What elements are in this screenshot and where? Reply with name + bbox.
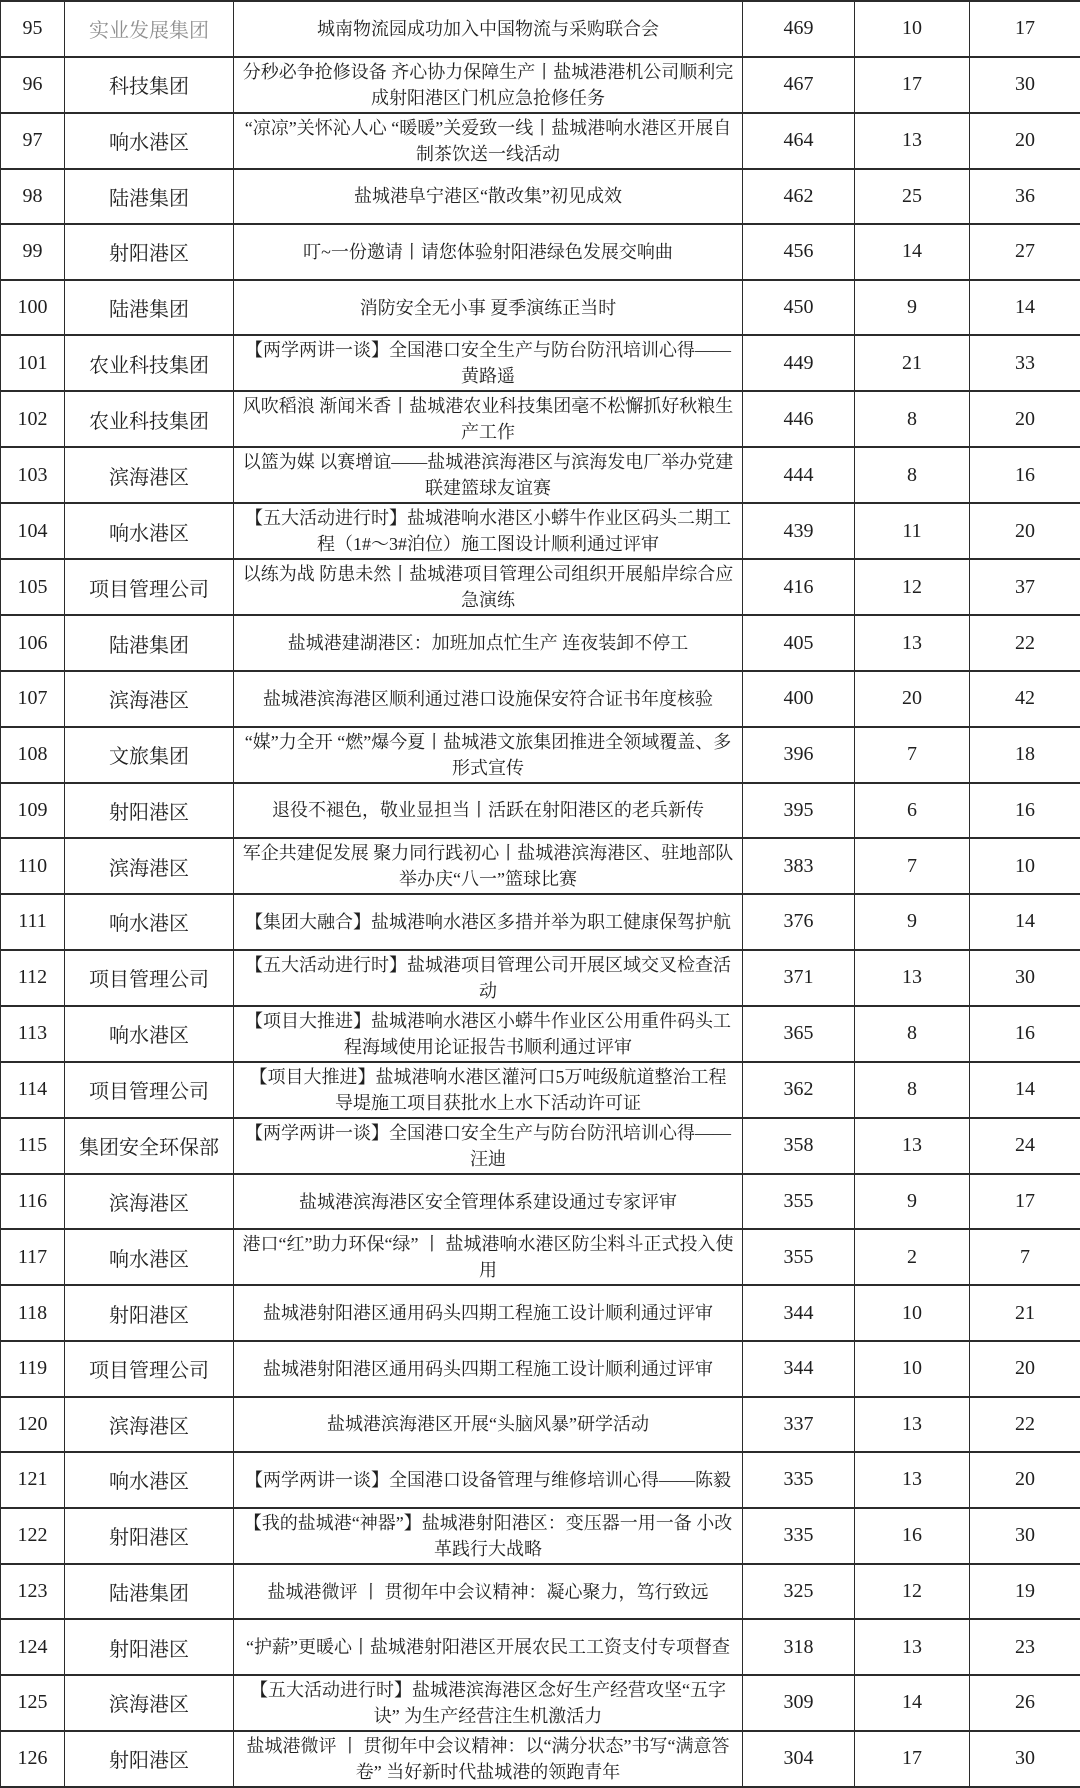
metric-value-1: 362 <box>743 1062 855 1118</box>
metric-value-1: 355 <box>743 1229 855 1285</box>
article-title: 军企共建促发展 聚力同行践初心丨盐城港滨海港区、驻地部队举办庆“八一”篮球比赛 <box>234 838 743 894</box>
org-name: 农业科技集团 <box>65 391 234 447</box>
org-name: 射阳港区 <box>65 783 234 839</box>
metric-value-1: 344 <box>743 1341 855 1397</box>
row-rank: 105 <box>1 559 65 615</box>
org-name: 滨海港区 <box>65 1675 234 1731</box>
metric-value-1: 344 <box>743 1285 855 1341</box>
metric-value-3: 14 <box>970 280 1080 336</box>
row-rank: 126 <box>1 1731 65 1787</box>
table-row <box>1 615 1080 671</box>
article-title: 盐城港阜宁港区“散改集”初见成效 <box>234 169 743 225</box>
org-name: 文旅集团 <box>65 727 234 783</box>
metric-value-2: 2 <box>855 1229 970 1285</box>
metric-value-2: 13 <box>855 1619 970 1675</box>
metric-value-3: 27 <box>970 224 1080 280</box>
metric-value-2: 20 <box>855 671 970 727</box>
table-row <box>1 1508 1080 1564</box>
org-name: 滨海港区 <box>65 1174 234 1230</box>
article-title: 分秒必争抢修设备 齐心协力保障生产丨盐城港港机公司顺利完成射阳港区门机应急抢修任务 <box>234 57 743 113</box>
row-rank: 120 <box>1 1397 65 1453</box>
metric-value-2: 13 <box>855 113 970 169</box>
metric-value-2: 9 <box>855 894 970 950</box>
row-rank: 96 <box>1 57 65 113</box>
article-title: 以练为战 防患未然丨盐城港项目管理公司组织开展船岸综合应急演练 <box>234 559 743 615</box>
row-rank: 100 <box>1 280 65 336</box>
metric-value-2: 7 <box>855 838 970 894</box>
metric-value-3: 20 <box>970 1341 1080 1397</box>
metric-value-2: 10 <box>855 1 970 57</box>
metric-value-2: 17 <box>855 1731 970 1787</box>
row-rank: 102 <box>1 391 65 447</box>
metric-value-3: 14 <box>970 1062 1080 1118</box>
metric-value-1: 469 <box>743 1 855 57</box>
article-title: 【项目大推进】盐城港响水港区小蟒牛作业区公用重件码头工程海域使用论证报告书顺利通过评审 <box>234 1006 743 1062</box>
org-name: 项目管理公司 <box>65 1341 234 1397</box>
metric-value-1: 309 <box>743 1675 855 1731</box>
metric-value-3: 20 <box>970 503 1080 559</box>
metric-value-1: 467 <box>743 57 855 113</box>
article-title: 【五大活动进行时】盐城港响水港区小蟒牛作业区码头二期工程（1#～3#泊位）施工图设计顺利通过评审 <box>234 503 743 559</box>
org-name: 响水港区 <box>65 1229 234 1285</box>
table-row <box>1 1452 1080 1508</box>
metric-value-1: 450 <box>743 280 855 336</box>
org-name: 陆港集团 <box>65 1564 234 1620</box>
ranking-table-body <box>1 1 1080 1787</box>
org-name: 响水港区 <box>65 503 234 559</box>
metric-value-3: 19 <box>970 1564 1080 1620</box>
metric-value-2: 13 <box>855 615 970 671</box>
metric-value-3: 21 <box>970 1285 1080 1341</box>
row-rank: 111 <box>1 894 65 950</box>
org-name: 项目管理公司 <box>65 1062 234 1118</box>
org-name: 滨海港区 <box>65 671 234 727</box>
metric-value-2: 6 <box>855 783 970 839</box>
table-row <box>1 280 1080 336</box>
article-title: 【两学两讲一谈】全国港口安全生产与防台防汛培训心得——汪迪 <box>234 1118 743 1174</box>
metric-value-3: 23 <box>970 1619 1080 1675</box>
metric-value-1: 376 <box>743 894 855 950</box>
table-row <box>1 1006 1080 1062</box>
metric-value-1: 335 <box>743 1452 855 1508</box>
table-row <box>1 1675 1080 1731</box>
metric-value-3: 17 <box>970 1174 1080 1230</box>
metric-value-3: 30 <box>970 950 1080 1006</box>
metric-value-1: 325 <box>743 1564 855 1620</box>
article-title: 盐城港射阳港区通用码头四期工程施工设计顺利通过评审 <box>234 1341 743 1397</box>
metric-value-2: 7 <box>855 727 970 783</box>
table-row <box>1 1285 1080 1341</box>
metric-value-2: 10 <box>855 1285 970 1341</box>
metric-value-2: 21 <box>855 335 970 391</box>
org-name: 实业发展集团 <box>65 1 234 57</box>
row-rank: 108 <box>1 727 65 783</box>
article-title: 【我的盐城港“神器”】盐城港射阳港区：变压器一用一备 小改革践行大战略 <box>234 1508 743 1564</box>
row-rank: 107 <box>1 671 65 727</box>
article-title: 【两学两讲一谈】全国港口设备管理与维修培训心得——陈毅 <box>234 1452 743 1508</box>
row-rank: 117 <box>1 1229 65 1285</box>
table-row <box>1 894 1080 950</box>
metric-value-1: 464 <box>743 113 855 169</box>
row-rank: 113 <box>1 1006 65 1062</box>
metric-value-1: 304 <box>743 1731 855 1787</box>
table-row <box>1 727 1080 783</box>
article-title: 【五大活动进行时】盐城港项目管理公司开展区域交叉检查活动 <box>234 950 743 1006</box>
metric-value-3: 22 <box>970 1397 1080 1453</box>
table-row <box>1 1397 1080 1453</box>
table-row <box>1 113 1080 169</box>
metric-value-1: 355 <box>743 1174 855 1230</box>
row-rank: 103 <box>1 447 65 503</box>
table-row <box>1 671 1080 727</box>
table-row <box>1 169 1080 225</box>
row-rank: 122 <box>1 1508 65 1564</box>
metric-value-3: 26 <box>970 1675 1080 1731</box>
metric-value-2: 25 <box>855 169 970 225</box>
org-name: 农业科技集团 <box>65 335 234 391</box>
metric-value-1: 365 <box>743 1006 855 1062</box>
metric-value-1: 439 <box>743 503 855 559</box>
table-row <box>1 1229 1080 1285</box>
metric-value-1: 335 <box>743 1508 855 1564</box>
metric-value-2: 8 <box>855 447 970 503</box>
table-row <box>1 1174 1080 1230</box>
metric-value-2: 9 <box>855 1174 970 1230</box>
row-rank: 114 <box>1 1062 65 1118</box>
metric-value-3: 16 <box>970 1006 1080 1062</box>
metric-value-3: 18 <box>970 727 1080 783</box>
metric-value-1: 446 <box>743 391 855 447</box>
org-name: 响水港区 <box>65 894 234 950</box>
row-rank: 125 <box>1 1675 65 1731</box>
article-title: 盐城港微评 丨 贯彻年中会议精神：以“满分状态”书写“满意答卷” 当好新时代盐城港的领跑青年 <box>234 1731 743 1787</box>
table-row <box>1 1118 1080 1174</box>
table-row <box>1 1062 1080 1118</box>
metric-value-1: 416 <box>743 559 855 615</box>
org-name: 集团安全环保部 <box>65 1118 234 1174</box>
row-rank: 116 <box>1 1174 65 1230</box>
article-title: 盐城港射阳港区通用码头四期工程施工设计顺利通过评审 <box>234 1285 743 1341</box>
metric-value-1: 358 <box>743 1118 855 1174</box>
article-title: 城南物流园成功加入中国物流与采购联合会 <box>234 1 743 57</box>
metric-value-2: 13 <box>855 1452 970 1508</box>
article-title: 以篮为媒 以赛增谊——盐城港滨海港区与滨海发电厂举办党建联建篮球友谊赛 <box>234 447 743 503</box>
org-name: 射阳港区 <box>65 1508 234 1564</box>
metric-value-3: 36 <box>970 169 1080 225</box>
article-title: 盐城港滨海港区顺利通过港口设施保安符合证书年度核验 <box>234 671 743 727</box>
metric-value-3: 22 <box>970 615 1080 671</box>
org-name: 射阳港区 <box>65 1731 234 1787</box>
metric-value-3: 30 <box>970 1508 1080 1564</box>
org-name: 射阳港区 <box>65 224 234 280</box>
metric-value-2: 10 <box>855 1341 970 1397</box>
metric-value-2: 16 <box>855 1508 970 1564</box>
article-title: 退役不褪色，敬业显担当丨活跃在射阳港区的老兵新传 <box>234 783 743 839</box>
row-rank: 118 <box>1 1285 65 1341</box>
metric-value-3: 37 <box>970 559 1080 615</box>
table-row <box>1 1564 1080 1620</box>
table-row <box>1 224 1080 280</box>
row-rank: 119 <box>1 1341 65 1397</box>
row-rank: 124 <box>1 1619 65 1675</box>
metric-value-1: 449 <box>743 335 855 391</box>
metric-value-3: 20 <box>970 113 1080 169</box>
metric-value-2: 14 <box>855 224 970 280</box>
metric-value-2: 11 <box>855 503 970 559</box>
table-row <box>1 447 1080 503</box>
row-rank: 104 <box>1 503 65 559</box>
article-title: 叮~一份邀请丨请您体验射阳港绿色发展交响曲 <box>234 224 743 280</box>
metric-value-1: 371 <box>743 950 855 1006</box>
row-rank: 98 <box>1 169 65 225</box>
table-row <box>1 559 1080 615</box>
metric-value-3: 30 <box>970 57 1080 113</box>
row-rank: 112 <box>1 950 65 1006</box>
org-name: 射阳港区 <box>65 1619 234 1675</box>
metric-value-1: 462 <box>743 169 855 225</box>
org-name: 滨海港区 <box>65 1397 234 1453</box>
article-title: 盐城港建湖港区：加班加点忙生产 连夜装卸不停工 <box>234 615 743 671</box>
metric-value-3: 20 <box>970 391 1080 447</box>
org-name: 响水港区 <box>65 113 234 169</box>
row-rank: 123 <box>1 1564 65 1620</box>
metric-value-1: 456 <box>743 224 855 280</box>
table-row <box>1 838 1080 894</box>
article-title: 【两学两讲一谈】全国港口安全生产与防台防汛培训心得——黄路遥 <box>234 335 743 391</box>
article-title: “凉凉”关怀沁人心 “暖暖”关爱致一线丨盐城港响水港区开展自制茶饮送一线活动 <box>234 113 743 169</box>
row-rank: 106 <box>1 615 65 671</box>
metric-value-1: 395 <box>743 783 855 839</box>
org-name: 陆港集团 <box>65 169 234 225</box>
org-name: 科技集团 <box>65 57 234 113</box>
metric-value-3: 10 <box>970 838 1080 894</box>
row-rank: 95 <box>1 1 65 57</box>
metric-value-2: 8 <box>855 1006 970 1062</box>
metric-value-3: 16 <box>970 447 1080 503</box>
table-row <box>1 1619 1080 1675</box>
org-name: 项目管理公司 <box>65 559 234 615</box>
metric-value-3: 17 <box>970 1 1080 57</box>
metric-value-1: 444 <box>743 447 855 503</box>
metric-value-1: 383 <box>743 838 855 894</box>
row-rank: 101 <box>1 335 65 391</box>
table-row <box>1 1 1080 57</box>
metric-value-2: 17 <box>855 57 970 113</box>
article-title: 风吹稻浪 渐闻米香丨盐城港农业科技集团毫不松懈抓好秋粮生产工作 <box>234 391 743 447</box>
metric-value-2: 12 <box>855 559 970 615</box>
metric-value-2: 14 <box>855 1675 970 1731</box>
org-name: 项目管理公司 <box>65 950 234 1006</box>
table-row <box>1 503 1080 559</box>
metric-value-1: 405 <box>743 615 855 671</box>
row-rank: 110 <box>1 838 65 894</box>
article-title: 港口“红”助力环保“绿” 丨 盐城港响水港区防尘料斗正式投入使用 <box>234 1229 743 1285</box>
table-row <box>1 391 1080 447</box>
metric-value-1: 318 <box>743 1619 855 1675</box>
metric-value-2: 13 <box>855 1397 970 1453</box>
table-row <box>1 1731 1080 1787</box>
metric-value-2: 13 <box>855 950 970 1006</box>
table-row <box>1 57 1080 113</box>
org-name: 响水港区 <box>65 1006 234 1062</box>
table-row <box>1 1341 1080 1397</box>
article-title: 消防安全无小事 夏季演练正当时 <box>234 280 743 336</box>
row-rank: 115 <box>1 1118 65 1174</box>
metric-value-3: 16 <box>970 783 1080 839</box>
row-rank: 99 <box>1 224 65 280</box>
org-name: 滨海港区 <box>65 838 234 894</box>
metric-value-2: 8 <box>855 391 970 447</box>
metric-value-2: 8 <box>855 1062 970 1118</box>
metric-value-1: 337 <box>743 1397 855 1453</box>
metric-value-1: 400 <box>743 671 855 727</box>
article-title: “媒”力全开 “燃”爆今夏丨盐城港文旅集团推进全领域覆盖、多形式宣传 <box>234 727 743 783</box>
metric-value-1: 396 <box>743 727 855 783</box>
article-title: 盐城港滨海港区安全管理体系建设通过专家评审 <box>234 1174 743 1230</box>
org-name: 滨海港区 <box>65 447 234 503</box>
metric-value-3: 20 <box>970 1452 1080 1508</box>
metric-value-3: 14 <box>970 894 1080 950</box>
metric-value-2: 13 <box>855 1118 970 1174</box>
org-name: 射阳港区 <box>65 1285 234 1341</box>
metric-value-3: 7 <box>970 1229 1080 1285</box>
metric-value-3: 33 <box>970 335 1080 391</box>
org-name: 响水港区 <box>65 1452 234 1508</box>
metric-value-3: 24 <box>970 1118 1080 1174</box>
article-title: “护薪”更暖心丨盐城港射阳港区开展农民工工资支付专项督查 <box>234 1619 743 1675</box>
row-rank: 109 <box>1 783 65 839</box>
table-row <box>1 950 1080 1006</box>
article-title: 盐城港微评 丨 贯彻年中会议精神：凝心聚力，笃行致远 <box>234 1564 743 1620</box>
article-title: 【项目大推进】盐城港响水港区灌河口5万吨级航道整治工程导堤施工项目获批水上水下活动许可证 <box>234 1062 743 1118</box>
metric-value-3: 42 <box>970 671 1080 727</box>
article-title: 【集团大融合】盐城港响水港区多措并举为职工健康保驾护航 <box>234 894 743 950</box>
article-title: 盐城港滨海港区开展“头脑风暴”研学活动 <box>234 1397 743 1453</box>
row-rank: 97 <box>1 113 65 169</box>
metric-value-2: 12 <box>855 1564 970 1620</box>
org-name: 陆港集团 <box>65 280 234 336</box>
row-rank: 121 <box>1 1452 65 1508</box>
metric-value-2: 9 <box>855 280 970 336</box>
table-row <box>1 335 1080 391</box>
table-row <box>1 783 1080 839</box>
article-title: 【五大活动进行时】盐城港滨海港区念好生产经营攻坚“五字诀” 为生产经营注生机激活力 <box>234 1675 743 1731</box>
metric-value-3: 30 <box>970 1731 1080 1787</box>
org-name: 陆港集团 <box>65 615 234 671</box>
